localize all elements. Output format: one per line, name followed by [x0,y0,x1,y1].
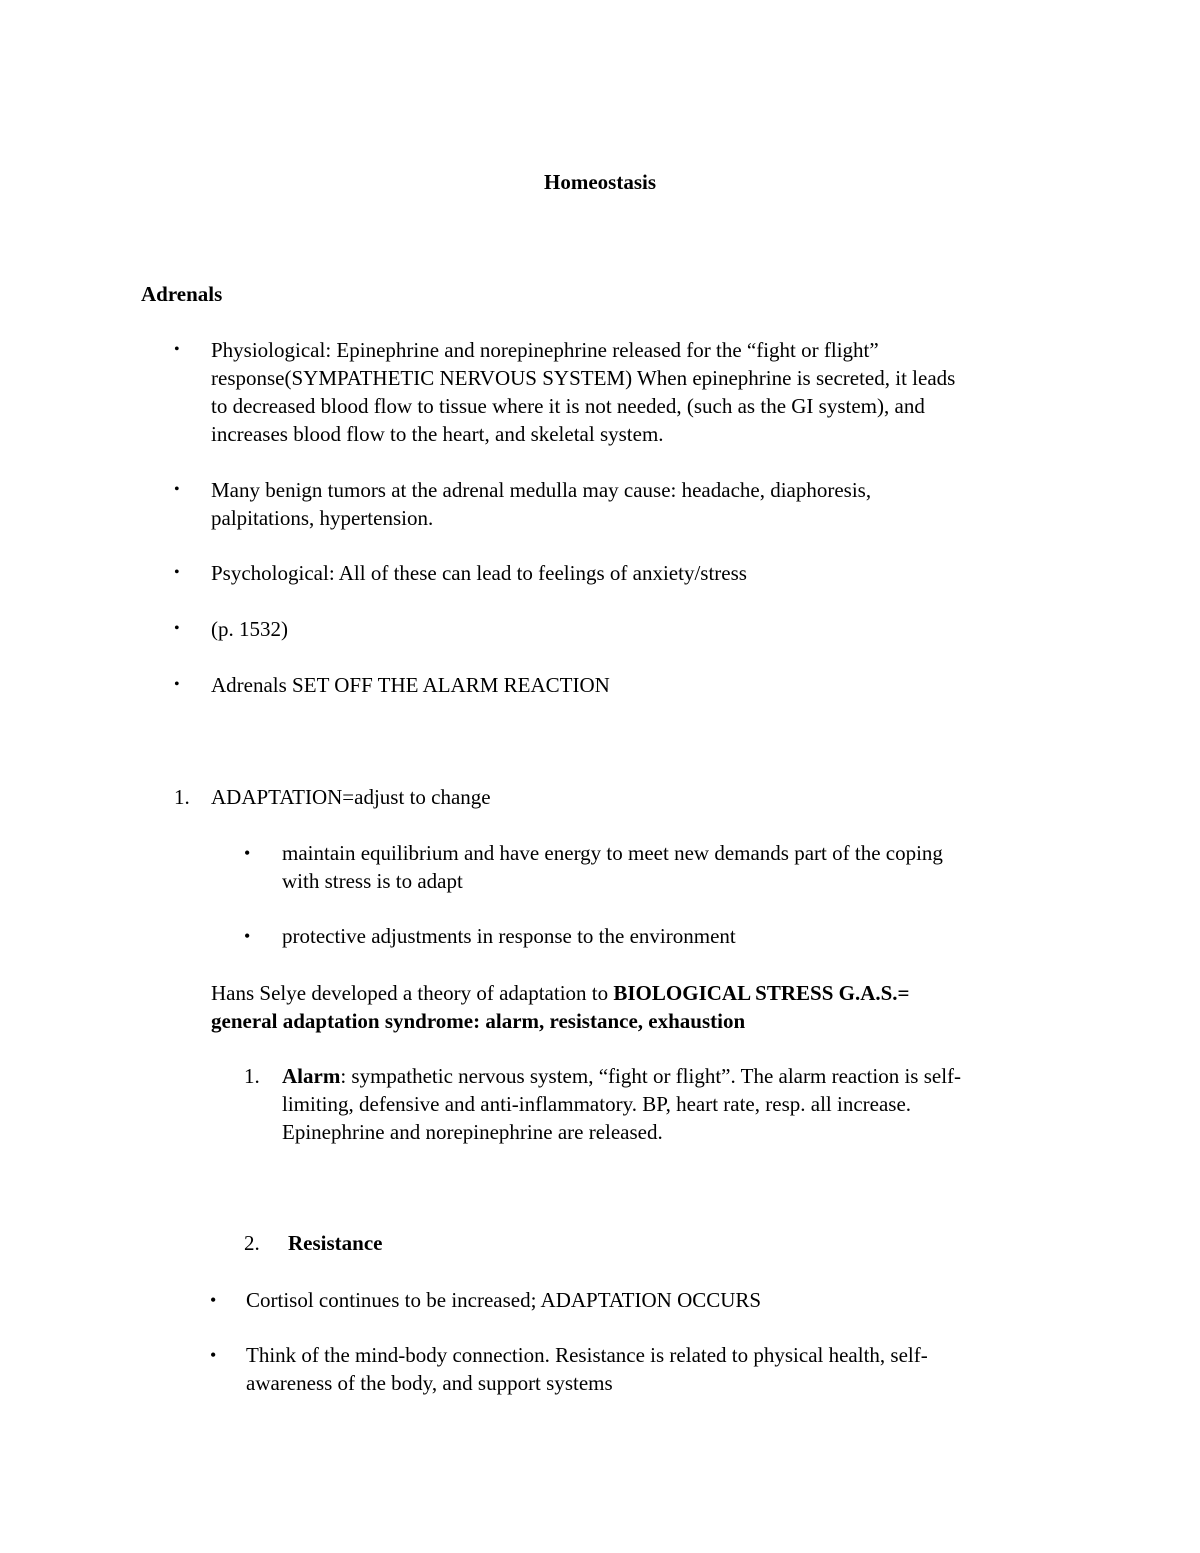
list-item-line: Many benign tumors at the adrenal medulla may cause: headache, diaphoresis, [211,478,872,502]
adaptation-text: ADAPTATION=adjust to change [211,785,491,809]
selye-bold-text: BIOLOGICAL STRESS G.A.S.= [613,981,910,1005]
alarm-line: limiting, defensive and anti-inflammatory. BP, heart rate, resp. all increase. [282,1092,912,1116]
list-number: 1. [244,1064,260,1088]
list-item-line: response(SYMPATHETIC NERVOUS SYSTEM) When epinephrine is secreted, it leads [211,366,956,390]
selye-paragraph [211,979,910,1035]
list-item-line: Psychological: All of these can lead to feelings of anxiety/stress [211,561,747,585]
bullet-icon: • [174,564,180,581]
bullet-icon: • [244,926,251,946]
list-number: 2. [244,1231,260,1255]
bullet-icon: • [210,1290,217,1310]
alarm-line-1-rest: : sympathetic nervous system, “fight or flight”. The alarm reaction is self- [340,1064,962,1088]
resistance-label: Resistance [288,1231,383,1255]
selye-plain-text: Hans Selye developed a theory of adaptation to [211,981,614,1005]
list-item-line: increases blood flow to the heart, and skeletal system. [211,422,664,446]
list-item-line: (p. 1532) [211,617,288,641]
list-item-line: Think of the mind-body connection. Resistance is related to physical health, self- [246,1343,928,1367]
selye-line-2: general adaptation syndrome: alarm, resistance, exhaustion [211,1009,746,1033]
bullet-icon: • [174,620,180,637]
document-title: Homeostasis [544,170,656,194]
list-item-line: Physiological: Epinephrine and norepinephrine released for the “fight or flight” [211,338,879,362]
bullet-icon: • [210,1345,217,1365]
list-item-line: awareness of the body, and support systems [246,1371,613,1395]
alarm-line-1 [282,1062,961,1090]
selye-line-1 [211,979,910,1007]
list-item-line: maintain equilibrium and have energy to meet new demands part of the coping [282,841,943,865]
list-item-line: palpitations, hypertension. [211,506,434,530]
bullet-icon: • [174,676,180,693]
list-item-line: protective adjustments in response to the environment [282,924,736,948]
list-item-line: Cortisol continues to be increased; ADAPTATION OCCURS [246,1288,762,1312]
bullet-icon: • [244,843,251,863]
bullet-icon: • [174,341,180,358]
bullet-icon: • [174,481,180,498]
section-heading-adrenals: Adrenals [141,282,223,306]
list-item-line: with stress is to adapt [282,869,463,893]
list-item-line: Adrenals SET OFF THE ALARM REACTION [211,673,610,697]
list-item-line: to decreased blood flow to tissue where it is not needed, (such as the GI system), and [211,394,925,418]
alarm-line: Epinephrine and norepinephrine are released. [282,1120,663,1144]
list-number: 1. [174,785,190,809]
alarm-label: Alarm [282,1064,341,1088]
